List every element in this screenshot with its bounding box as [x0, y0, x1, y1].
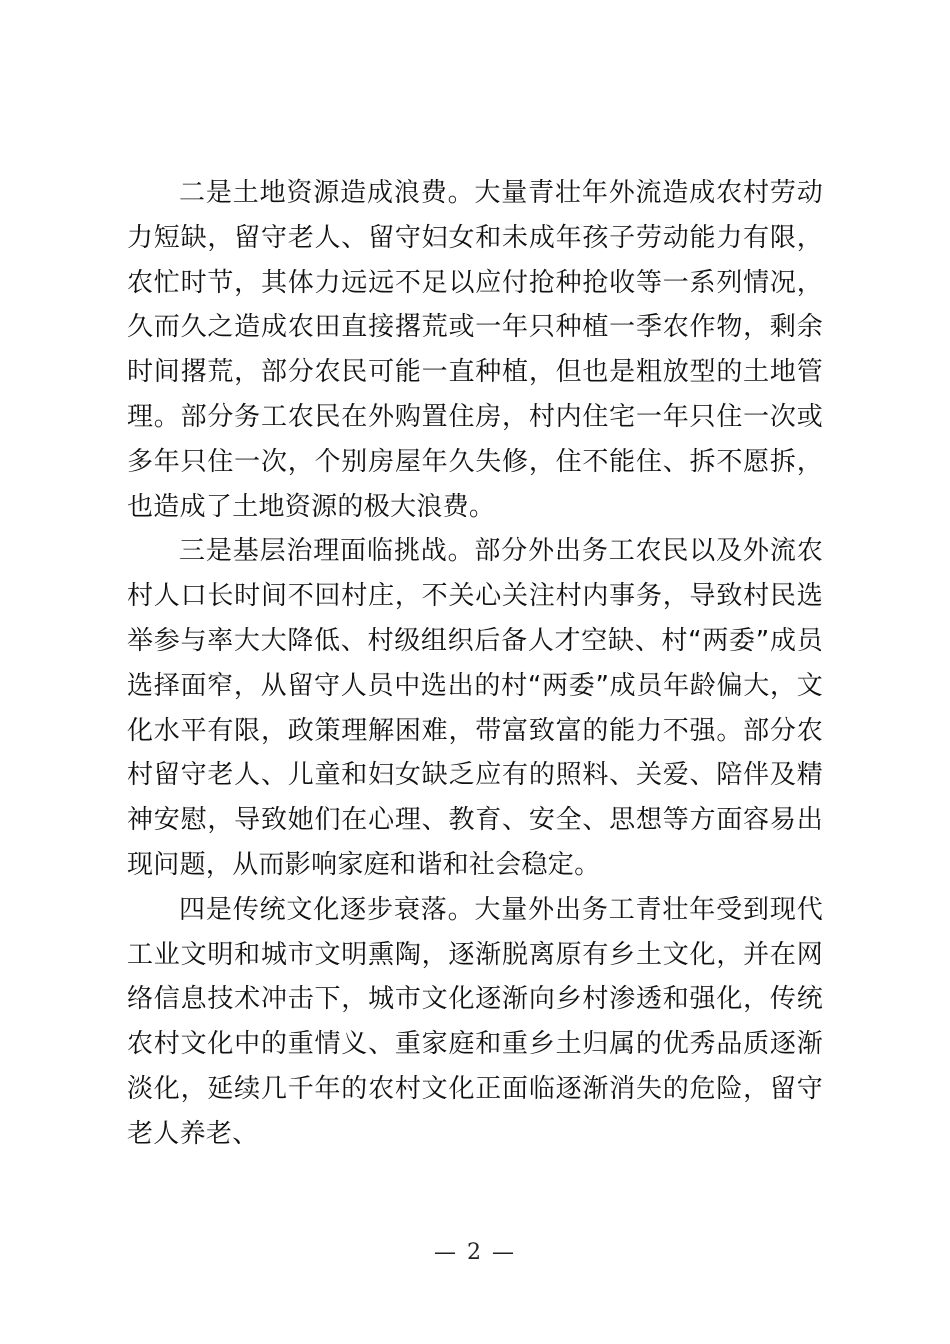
paragraph-traditional-culture: 四是传统文化逐步衰落。大量外出务工青壮年受到现代工业文明和城市文明熏陶，逐渐脱离原有乡土文化，并在网络信息技术冲击下，城市文化逐渐向乡村渗透和强化，传统农村文化中的重情义、重家庭和重乡土归属的优秀品质逐渐淡化，延续几千年的农村文化正面临逐渐消失的危险，留守老人养老、 [127, 894, 823, 1149]
paragraph-grassroots-governance: 三是基层治理面临挑战。部分外出务工农民以及外流农村人口长时间不回村庄，不关心关注村内事务，导致村民选举参与率大大降低、村级组织后备人才空缺、村“两委”成员选择面窄，从留守人员中选出的村“两委”成员年龄偏大，文化水平有限，政策理解困难，带富致富的能力不强。部分农村留守老人、儿童和妇女缺乏应有的照料、关爱、陪伴及精神安慰，导致她们在心理、教育、安全、思想等方面容易出现问题，从而影响家庭和谐和社会稳定。 [127, 536, 823, 880]
paragraph-land-resources: 二是土地资源造成浪费。大量青壮年外流造成农村劳动力短缺，留守老人、留守妇女和未成年孩子劳动能力有限，农忙时节，其体力远远不足以应付抢种抢收等一系列情况，久而久之造成农田直接撂荒或一年只种植一季农作物，剩余时间撂荒，部分农民可能一直种植，但也是粗放型的土地管理。部分务工农民在外购置住房，村内住宅一年只住一次或多年只住一次，个别房屋年久失修，住不能住、拆不愿拆，也造成了土地资源的极大浪费。 [127, 178, 823, 522]
page-number: — 2 — [434, 1240, 516, 1265]
document-body [127, 171, 823, 1157]
